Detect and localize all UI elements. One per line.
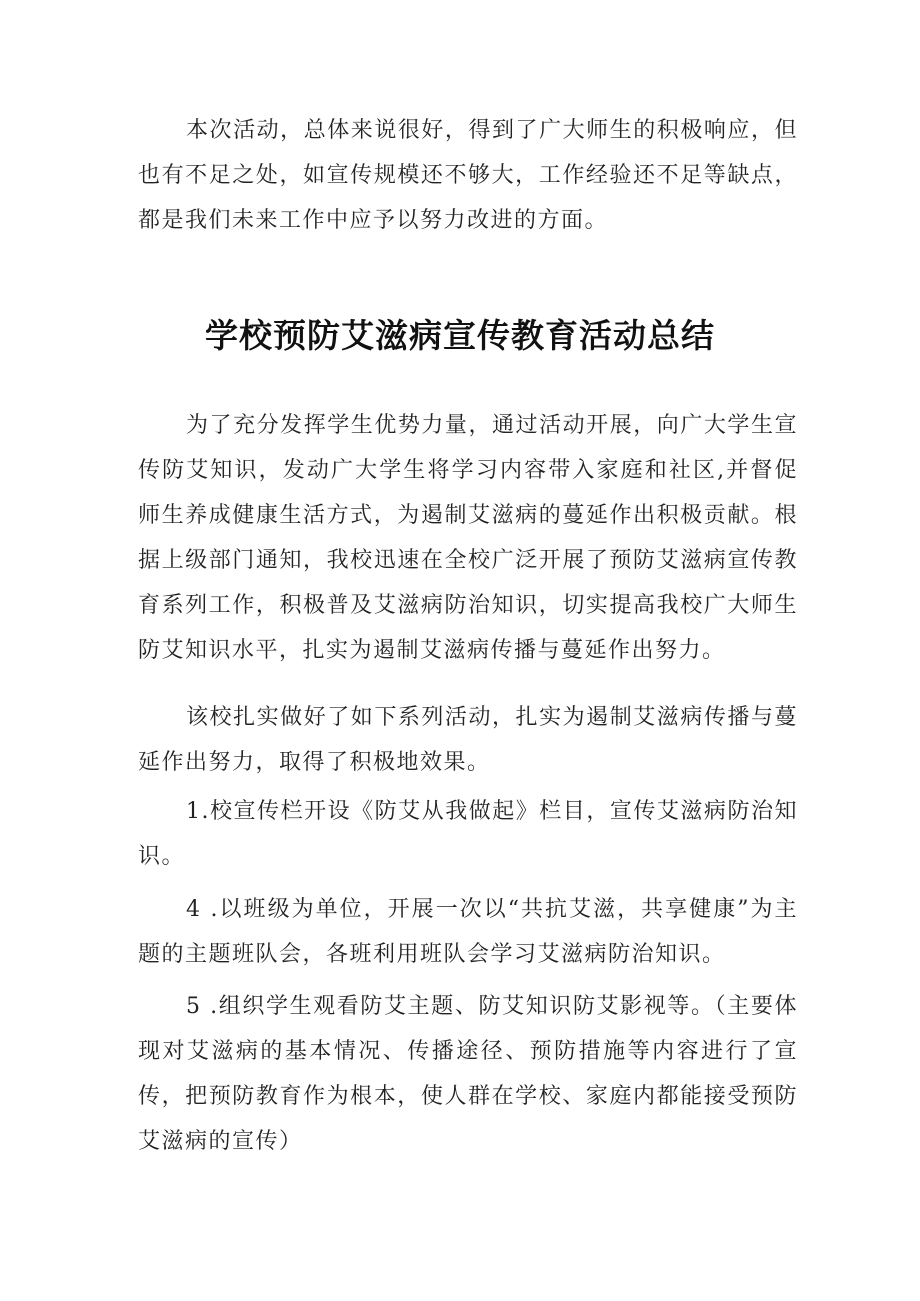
paragraph-purpose: 为了充分发挥学生优势力量，通过活动开展，向广大学生宣传防艾知识，发动广大学生将学习内容带入家庭和社区,并督促师生养成健康生活方式，为遏制艾滋病的蔓延作出积极贡献。根据上级部门通知，我校迅速在全校广泛开展了预防艾滋病宣传教育系列工作，积极普及艾滋病防治知识，切实提高我校广大师生防艾知识水平，扎实为遏制艾滋病传播与蔓延作出努力。 <box>138 413 798 663</box>
paragraph-item-1: 1.校宣传栏开设《防艾从我做起》栏目，宣传艾滋病防治知识。 <box>138 799 798 869</box>
intro-paragraph: 本次活动，总体来说很好，得到了广大师生的积极响应，但也有不足之处，如宣传规模还不够大，工作经验还不足等缺点，都是我们未来工作中应予以努力改进的方面。 <box>138 118 798 233</box>
page-title: 学校预防艾滋病宣传教育活动总结 <box>205 316 715 355</box>
paragraph-item-4: 4 .以班级为单位，开展一次以“共抗艾滋，共享健康”为主题的主题班队会，各班利用班队会学习艾滋病防治知识。 <box>138 897 798 967</box>
paragraph-item-5: 5 .组织学生观看防艾主题、防艾知识防艾影视等。（主要体现对艾滋病的基本情况、传播途径、预防措施等内容进行了宣传，把预防教育作为根本，使人群在学校、家庭内都能接受预防艾滋病的宣传） <box>138 994 798 1154</box>
paragraph-activities-intro: 该校扎实做好了如下系列活动，扎实为遏制艾滋病传播与蔓延作出努力，取得了积极地效果。 <box>138 705 798 775</box>
